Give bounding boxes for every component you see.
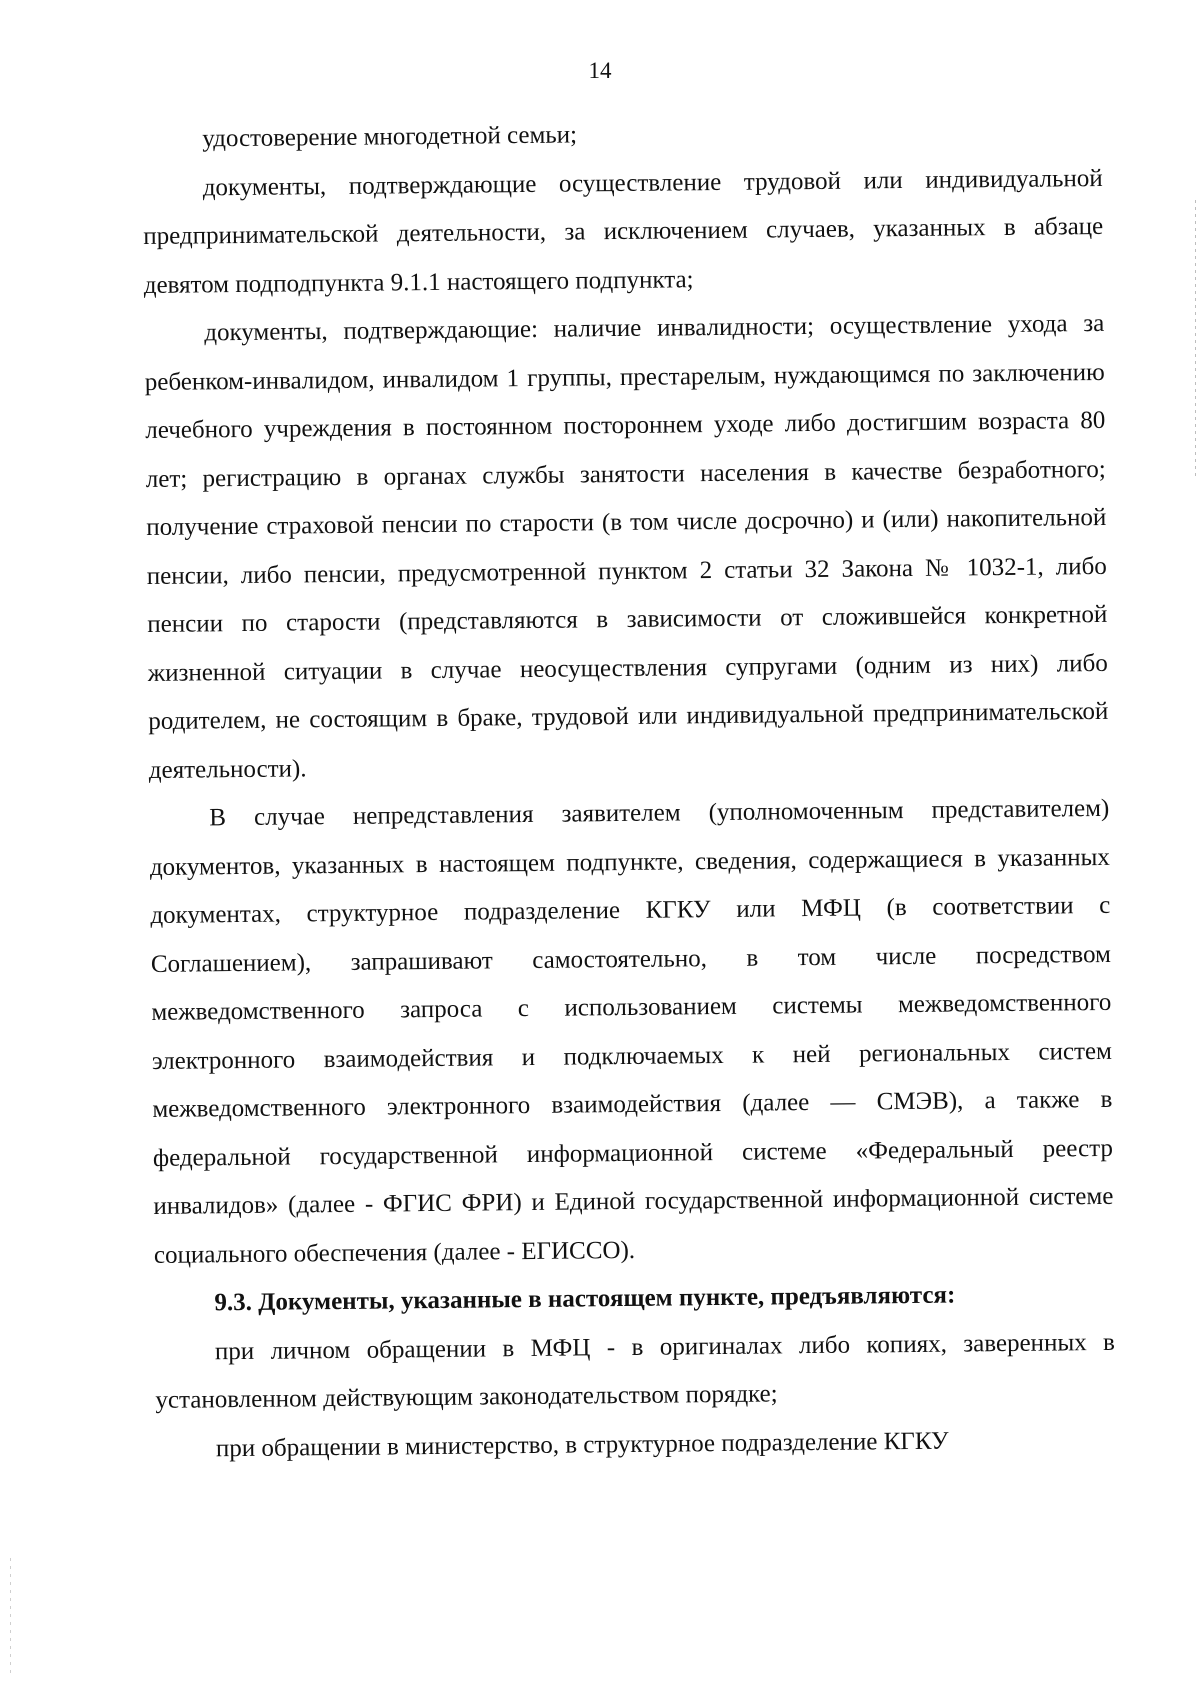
paragraph-ministry-submission: при обращении в министерство, в структурное подразделение КГКУ [215,1427,949,1462]
document-body [142,106,1116,1474]
scan-edge-mark-left [10,1558,11,1678]
scan-edge-mark [1195,200,1196,480]
section-heading-9-3: 9.3. Документы, указанные в настоящем пункте, предъявляются: [214,1281,956,1317]
page-number: 14 [588,58,612,83]
paragraph-labor-documents: документы, подтверждающие осуществление трудовой или индивидуальной предпринимательской деятельности, за исключением случаев, указанных в абзаце девятом подподпункта 9.1.1 настоящего подпункта; [143,164,1104,299]
paragraph-confirming-documents: документы, подтверждающие: наличие инвалидности; осуществление ухода за ребенком-инвалидом, инвалидом 1 группы, престарелым, нуждающимся по заключению лечебного учреждения в постоянном постороннем уходе либо достигшим возраста 80 лет; регистрацию в органах службы занятости населения в качестве безработного; получение страховой пенсии по старости (в том числе досрочно) и (или) накопительной пенсии, либо пенсии, предусмотренной пунктом 2 статьи 32 Закона № 1032-1, либо пенсии по старости (представляются в зависимости от сложившейся конкретной жизненной ситуации в случае неосуществления супругами (одним из них) либо родителем, не состоящим в браке, трудовой или индивидуальной предпринимательской деятельности). [144,309,1109,784]
paragraph-non-submission: В случае непредставления заявителем (уполномоченным представителем) документов, указанных в настоящем подпункте, сведения, содержащиеся в указанных документах, структурное подразделение КГКУ или МФЦ (в соответствии с Соглашением), запрашивают самостоятельно, в том числе посредством межведомственного запроса с использованием системы межведомственного электронного взаимодействия и подключаемых к ней региональных систем межведомственного электронного взаимодействия (далее — СМЭВ), а также в федеральной государственной информационной системе «Федеральный реестр инвалидов» (далее - ФГИС ФРИ) и Единой государственной информационной системе социального обеспечения (далее - ЕГИССО). [149,794,1114,1269]
paragraph-certificate: удостоверение многодетной семьи; [202,121,578,153]
paragraph-mfc-submission: при личном обращении в МФЦ - в оригиналах либо копиях, заверенных в установленном действующим законодательством порядке; [155,1328,1116,1414]
